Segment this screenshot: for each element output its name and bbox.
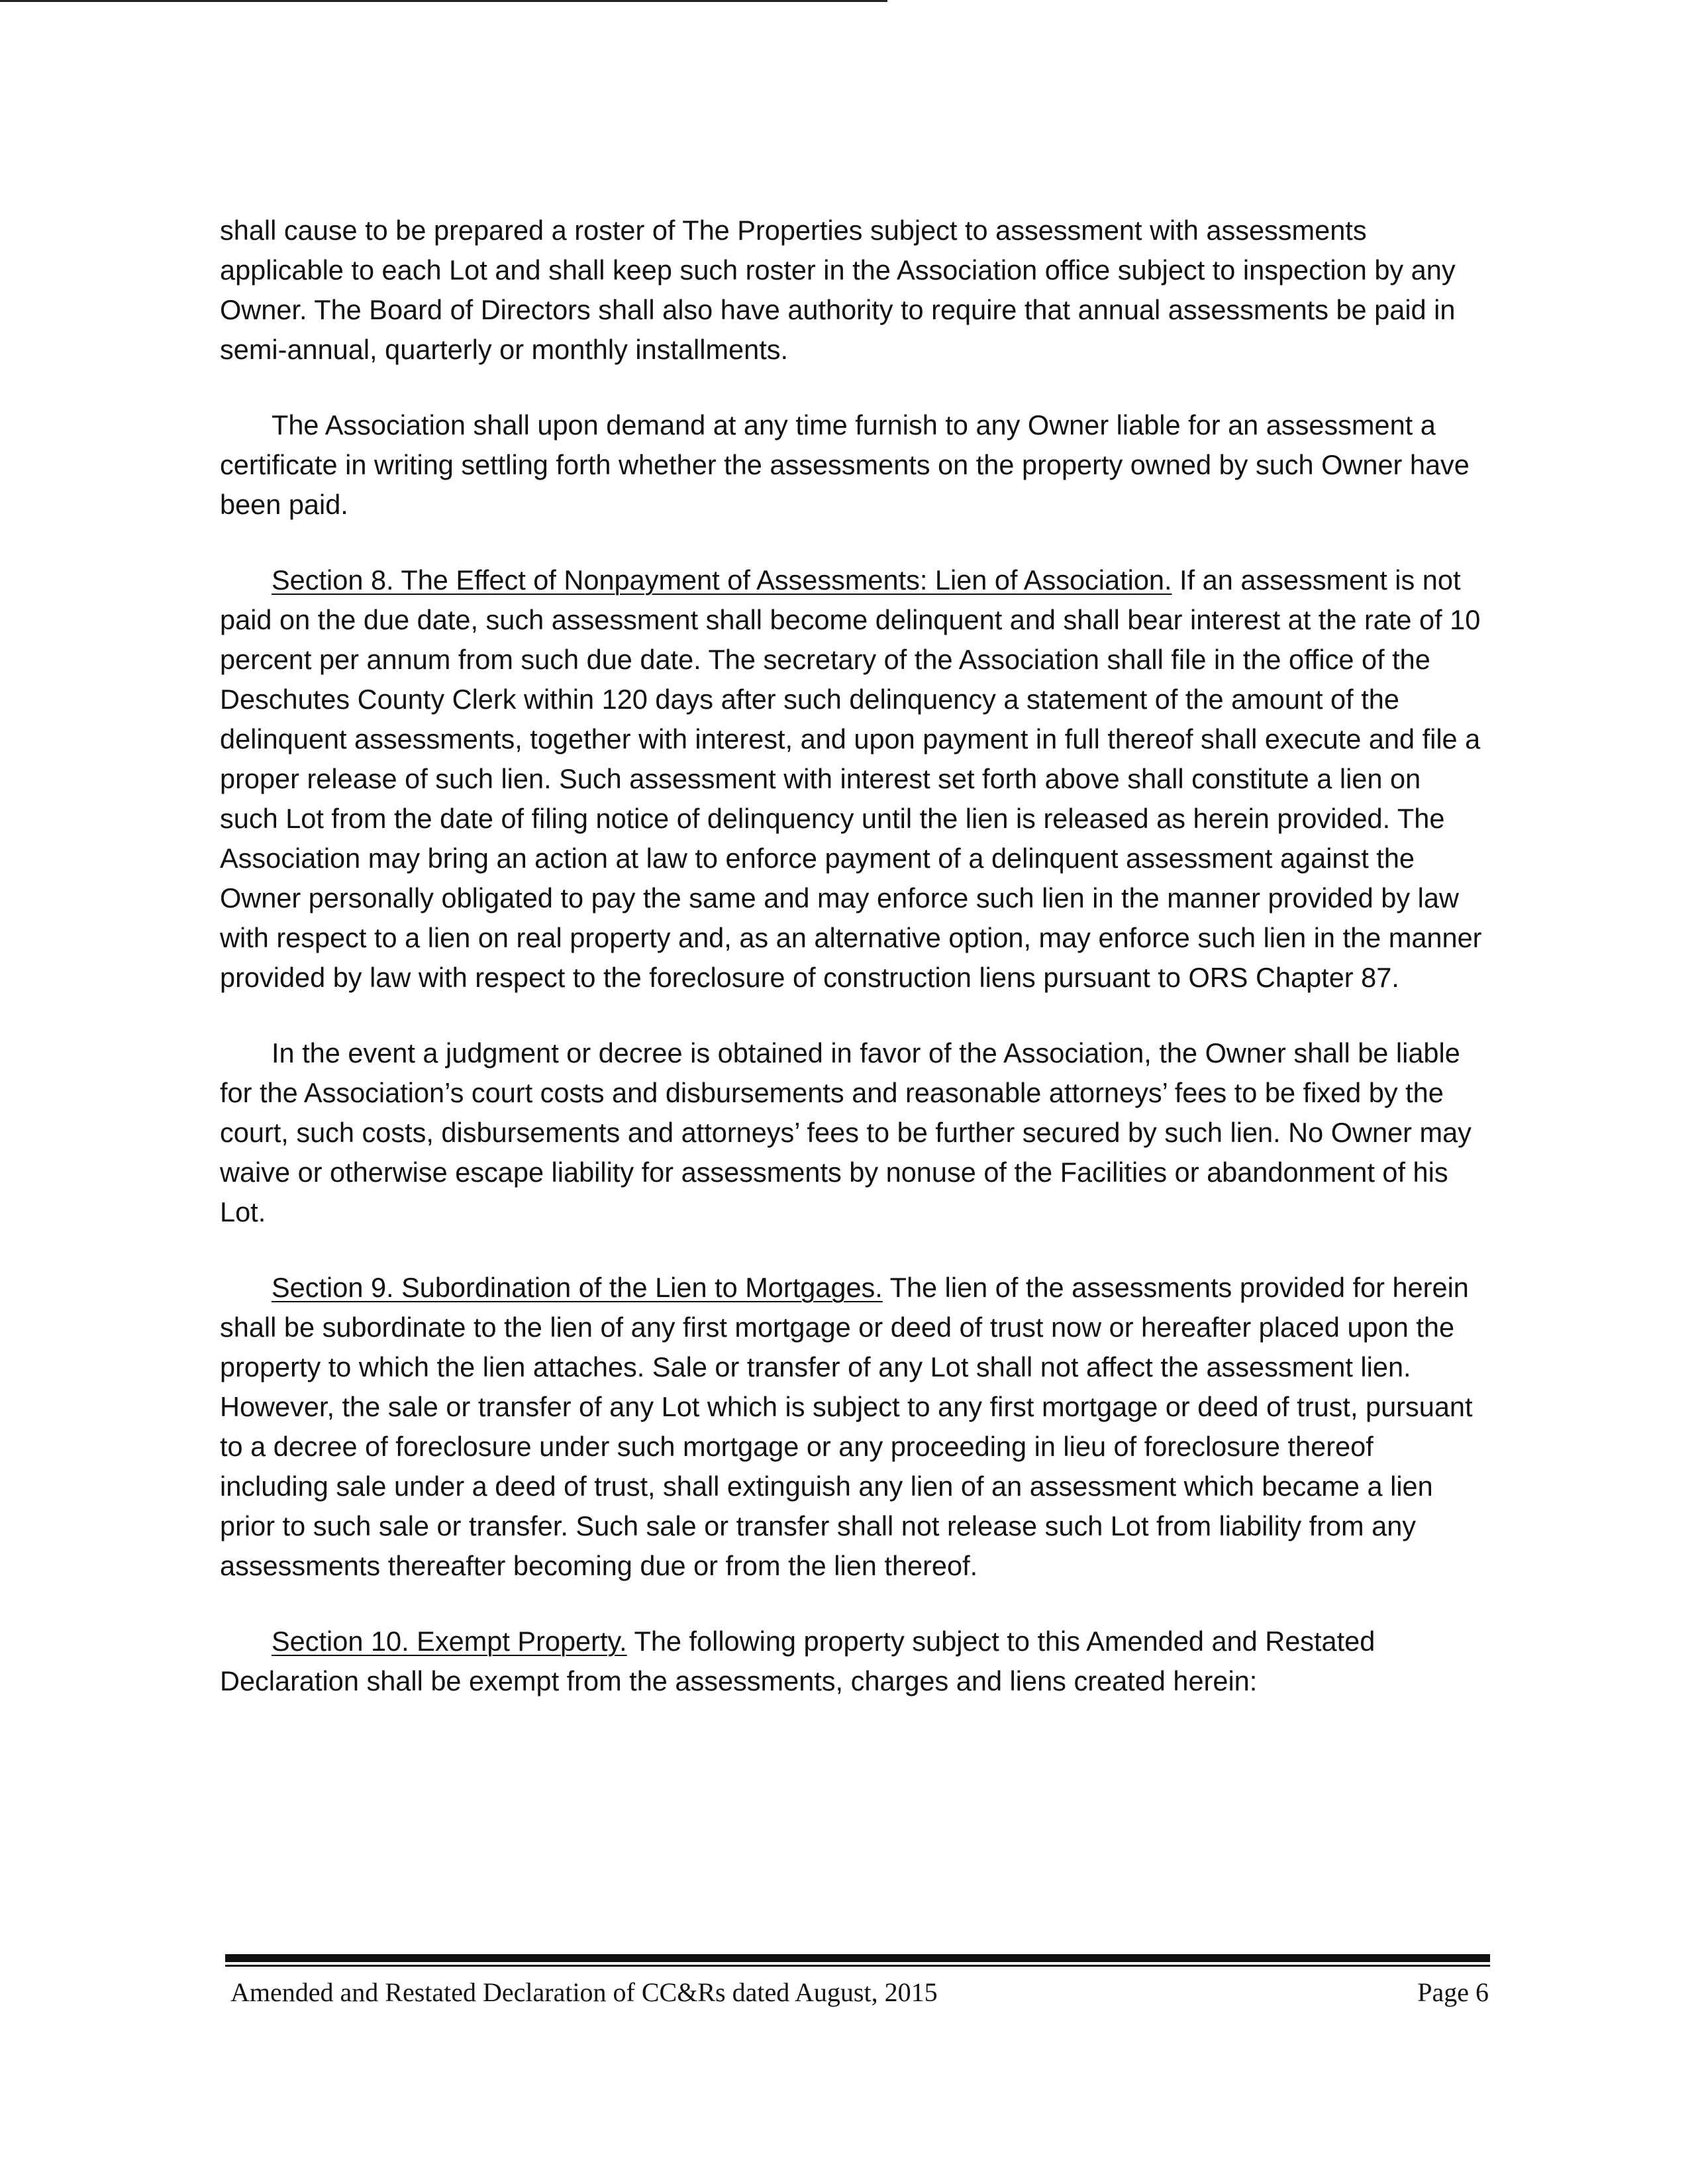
footer-thin-rule <box>225 1965 1490 1967</box>
paragraph-text: If an assessment is not paid on the due date, such assessment shall become delinquent and shall bear interest at the rate of 10 percent per annum from such due date. The secretary of the Association shall file in the office of the Deschutes County Clerk within 120 days after such delinquency a statement of the amount of the delinquent assessments, together with interest, and upon payment in full thereof shall execute and file a proper release of such lien. Such assessment with interest set forth above shall constitute a lien on such Lot from the date of filing notice of delinquency until the lien is released as herein provided. The Association may bring an action at law to enforce payment of a delinquent assessment against the Owner personally obligated to pay the same and may enforce such lien in the manner provided by law with respect to a lien on real property and, as an alternative option, may enforce such lien in the manner provided by law with respect to the foreclosure of construction liens pursuant to ORS Chapter 87. <box>220 564 1482 993</box>
paragraph-text: The lien of the assessments provided for herein shall be subordinate to the lien of any first mortgage or deed of trust now or hereafter placed upon the property to which the lien attaches. Sale or transfer of any Lot shall not affect the assessment lien. However, the sale or transfer of any Lot which is subject to any first mortgage or deed of trust, pursuant to a decree of foreclosure under such mortgage or any proceeding in lieu of foreclosure thereof including sale under a deed of trust, shall extinguish any lien of an assessment which became a lien prior to such sale or transfer. Such sale or transfer shall not release such Lot from liability from any assessments thereafter becoming due or from the lien thereof. <box>220 1272 1473 1581</box>
scan-edge-line <box>0 0 887 2</box>
paragraph-text: shall cause to be prepared a roster of The Properties subject to assessment with assessments applicable to each Lot and shall keep such roster in the Association office subject to inspection by any Owner. The Board of Directors shall also have authority to require that annual assessments be paid in semi-annual, quarterly or monthly installments. <box>220 215 1456 365</box>
paragraph-roster <box>220 211 1485 370</box>
section-8-heading: Section 8. The Effect of Nonpayment of Assessments: Lien of Association. <box>272 564 1172 596</box>
section-10-heading: Section 10. Exempt Property. <box>272 1626 627 1657</box>
paragraph-text: The following property subject to this Amended and Restated Declaration shall be exempt from the assessments, charges and liens created herein: <box>220 1626 1375 1696</box>
paragraph-section-9 <box>220 1268 1485 1586</box>
paragraph-section-8 <box>220 560 1485 998</box>
paragraph-certificate <box>220 405 1485 525</box>
paragraph-text: The Association shall upon demand at any time furnish to any Owner liable for an assessment a certificate in writing settling forth whether the assessments on the property owned by such Owner have been paid. <box>220 409 1470 520</box>
page-number: Page 6 <box>1417 1977 1489 2007</box>
footer-thick-rule <box>225 1954 1490 1962</box>
paragraph-text: In the event a judgment or decree is obtained in favor of the Association, the Owner shall be liable for the Association’s court costs and disbursements and reasonable attorneys’ fees to be fixed by the court, such costs, disbursements and attorneys’ fees to be further secured by such lien. No Owner may waive or otherwise escape liability for assessments by nonuse of the Facilities or abandonment of his Lot. <box>220 1037 1472 1227</box>
paragraph-section-10 <box>220 1622 1485 1701</box>
paragraph-judgment <box>220 1033 1485 1232</box>
section-9-heading: Section 9. Subordination of the Lien to Mortgages. <box>272 1272 883 1303</box>
document-body <box>220 211 1485 1737</box>
footer-title: Amended and Restated Declaration of CC&Rs dated August, 2015 <box>230 1977 938 2007</box>
page-footer <box>230 1974 1489 2011</box>
